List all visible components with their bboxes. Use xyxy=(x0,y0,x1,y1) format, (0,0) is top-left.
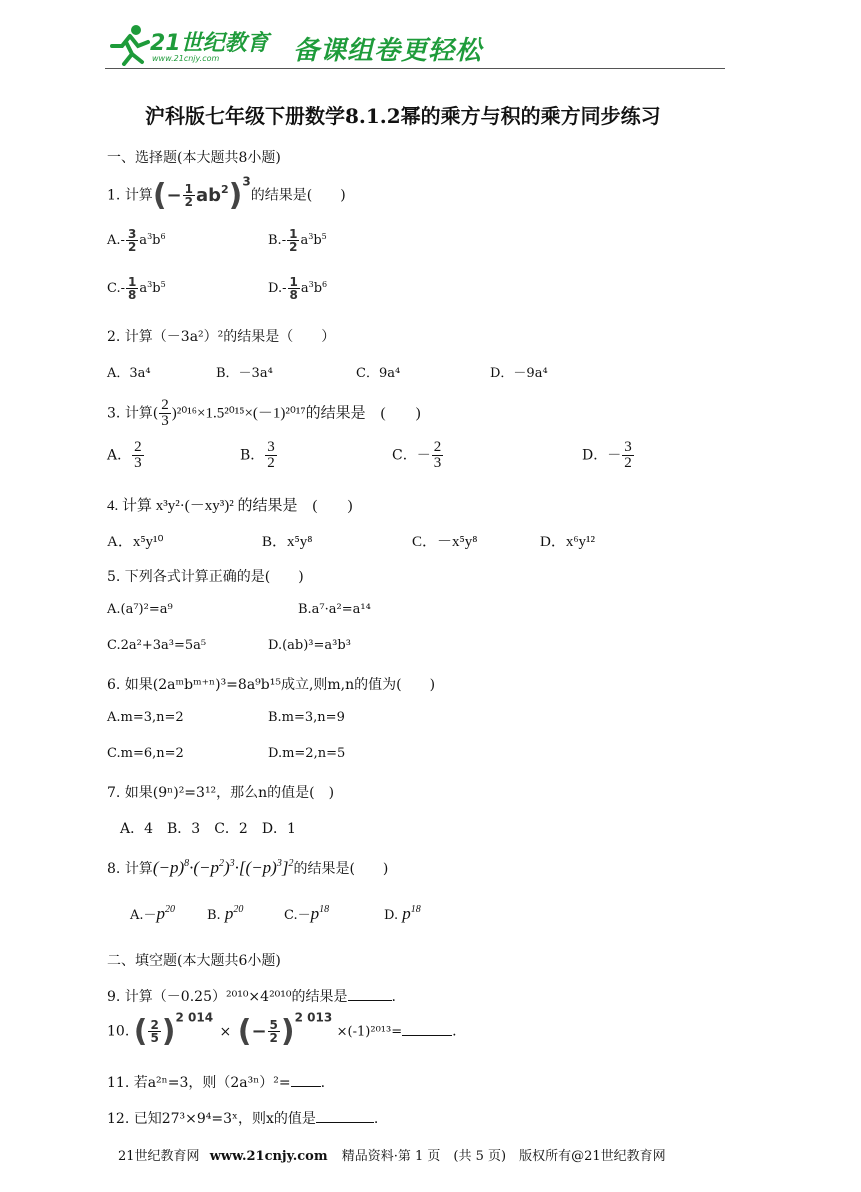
question-5: 5. 下列各式计算正确的是( ) xyxy=(107,569,304,585)
q7-options: A．4 B．3 C．2 D．1 xyxy=(120,821,296,837)
question-1: 1. 计算(− $\frac{1}{2}$ $ab^2)^3$的结果是( ) xyxy=(107,174,346,213)
q4-option-d: D．x⁶y¹² xyxy=(540,534,596,550)
q6-option-d: D.m=2,n=5 xyxy=(268,746,346,761)
question-2: 2. 计算（－3a²）²的结果是（ ） xyxy=(107,329,336,345)
q3-option-b: B． $\frac{3}{2}$ xyxy=(240,439,275,471)
question-9: 9. 计算（－0.25）²⁰¹⁰×4²⁰¹⁰的结果是 . xyxy=(107,989,396,1005)
answer-blank[interactable] xyxy=(348,988,392,1001)
q1-option-b: B.- $\frac{1}{2}$ $a^3b^5$ xyxy=(268,227,327,254)
answer-blank[interactable] xyxy=(291,1074,321,1087)
q2-option-d: D．－9a⁴ xyxy=(490,366,548,381)
q5-option-d: D.(ab)³=a³b³ xyxy=(268,638,351,653)
q8-option-d: D. $p^{18}$ xyxy=(384,904,421,923)
page-title: 沪科版七年级下册数学8.1.2幂的乘方与积的乘方同步练习 xyxy=(145,104,661,128)
q1-option-d: D.- $\frac{1}{8}$ $a^3b^6$ xyxy=(268,275,328,302)
logo-url: www.21cnjy.com xyxy=(152,54,220,63)
footer: 21世纪教育网 www.21cnjy.com 精品资料·第 1 页 (共 5 页) 版权所有@21世纪教育网 xyxy=(118,1149,666,1164)
q4-option-b: B．x⁵y⁸ xyxy=(262,534,313,550)
q2-option-c: C．9a⁴ xyxy=(356,366,401,381)
question-12: 12. 已知27³×9⁴=3ˣ，则x的值是 . xyxy=(107,1111,379,1127)
q2-option-a: A．3a⁴ xyxy=(107,366,151,381)
q1-option-a: A.- $\frac{3}{2}$ $a^3b^6$ xyxy=(107,227,166,254)
question-11: 11. 若a²ⁿ=3，则（2a³ⁿ）²= . xyxy=(107,1075,326,1091)
answer-blank[interactable] xyxy=(316,1110,374,1123)
q5-option-a: A.(a⁷)²=a⁹ xyxy=(107,602,173,617)
logo-text: 21世纪教育 xyxy=(150,31,269,56)
q3-option-c: C．－ $\frac{2}{3}$ xyxy=(392,439,442,471)
q6-option-a: A.m=3,n=2 xyxy=(107,710,184,725)
q6-option-b: B.m=3,n=9 xyxy=(268,710,345,725)
q1-option-c: C.- $\frac{1}{8}$ $a^3b^5$ xyxy=(107,275,166,302)
q4-option-c: C．－x⁵y⁸ xyxy=(412,534,478,550)
runner-logo-icon xyxy=(108,24,152,66)
question-6: 6. 如果(2aᵐbᵐ⁺ⁿ)³=8a⁹b¹⁵成立,则m,n的值为( ) xyxy=(107,677,436,693)
question-7: 7. 如果(9ⁿ)²=3¹²，那么n的值是( ) xyxy=(107,785,335,801)
answer-blank[interactable] xyxy=(402,1023,452,1036)
header-logo xyxy=(108,22,288,68)
q4-option-a: A．x⁵y¹⁰ xyxy=(107,534,164,550)
section-heading-choice: 一、选择题(本大题共8小题) xyxy=(107,150,281,166)
q5-option-b: B.a⁷·a²=a¹⁴ xyxy=(298,602,371,617)
q3-option-d: D．－ $\frac{3}{2}$ xyxy=(582,439,632,471)
question-10: 10. ( $\frac{2}{5}$ )$^{2 014}$ × (− $\frac{5}{2}$ )$^{2 013}$ ×(-1)²⁰¹³= . xyxy=(107,1010,457,1049)
q3-option-a: A． $\frac{2}{3}$ xyxy=(107,439,142,471)
q6-option-c: C.m=6,n=2 xyxy=(107,746,184,761)
question-4: 4. 计算 x³y²·(－xy³)² 的结果是 ( ) xyxy=(107,498,353,514)
question-3: 3. 计算( $\frac{2}{3}$ )²⁰¹⁶×1.5²⁰¹⁵×(－1)²⁰¹⁷的结果是 ( ) xyxy=(107,397,421,429)
q5-option-c: C.2a²+3a³=5a⁵ xyxy=(107,638,207,653)
footer-site-link[interactable]: www.21cnjy.com xyxy=(209,1149,328,1164)
header-slogan: 备课组卷更轻松 xyxy=(293,36,483,66)
question-8: 8. 计算$(-p)^8\cdot(-p^2)^3\cdot[(-p)^3]^2$的结果是( ) xyxy=(107,858,389,877)
q8-option-a: $A.-p^{20}$ xyxy=(130,904,176,923)
header-divider xyxy=(105,68,725,69)
q2-option-b: B．－3a⁴ xyxy=(216,366,273,381)
section-heading-fill: 二、填空题(本大题共6小题) xyxy=(107,953,281,969)
q8-option-c: $C.-p^{18}$ xyxy=(284,904,330,923)
q8-option-b: B. $p^{20}$ xyxy=(207,904,244,923)
